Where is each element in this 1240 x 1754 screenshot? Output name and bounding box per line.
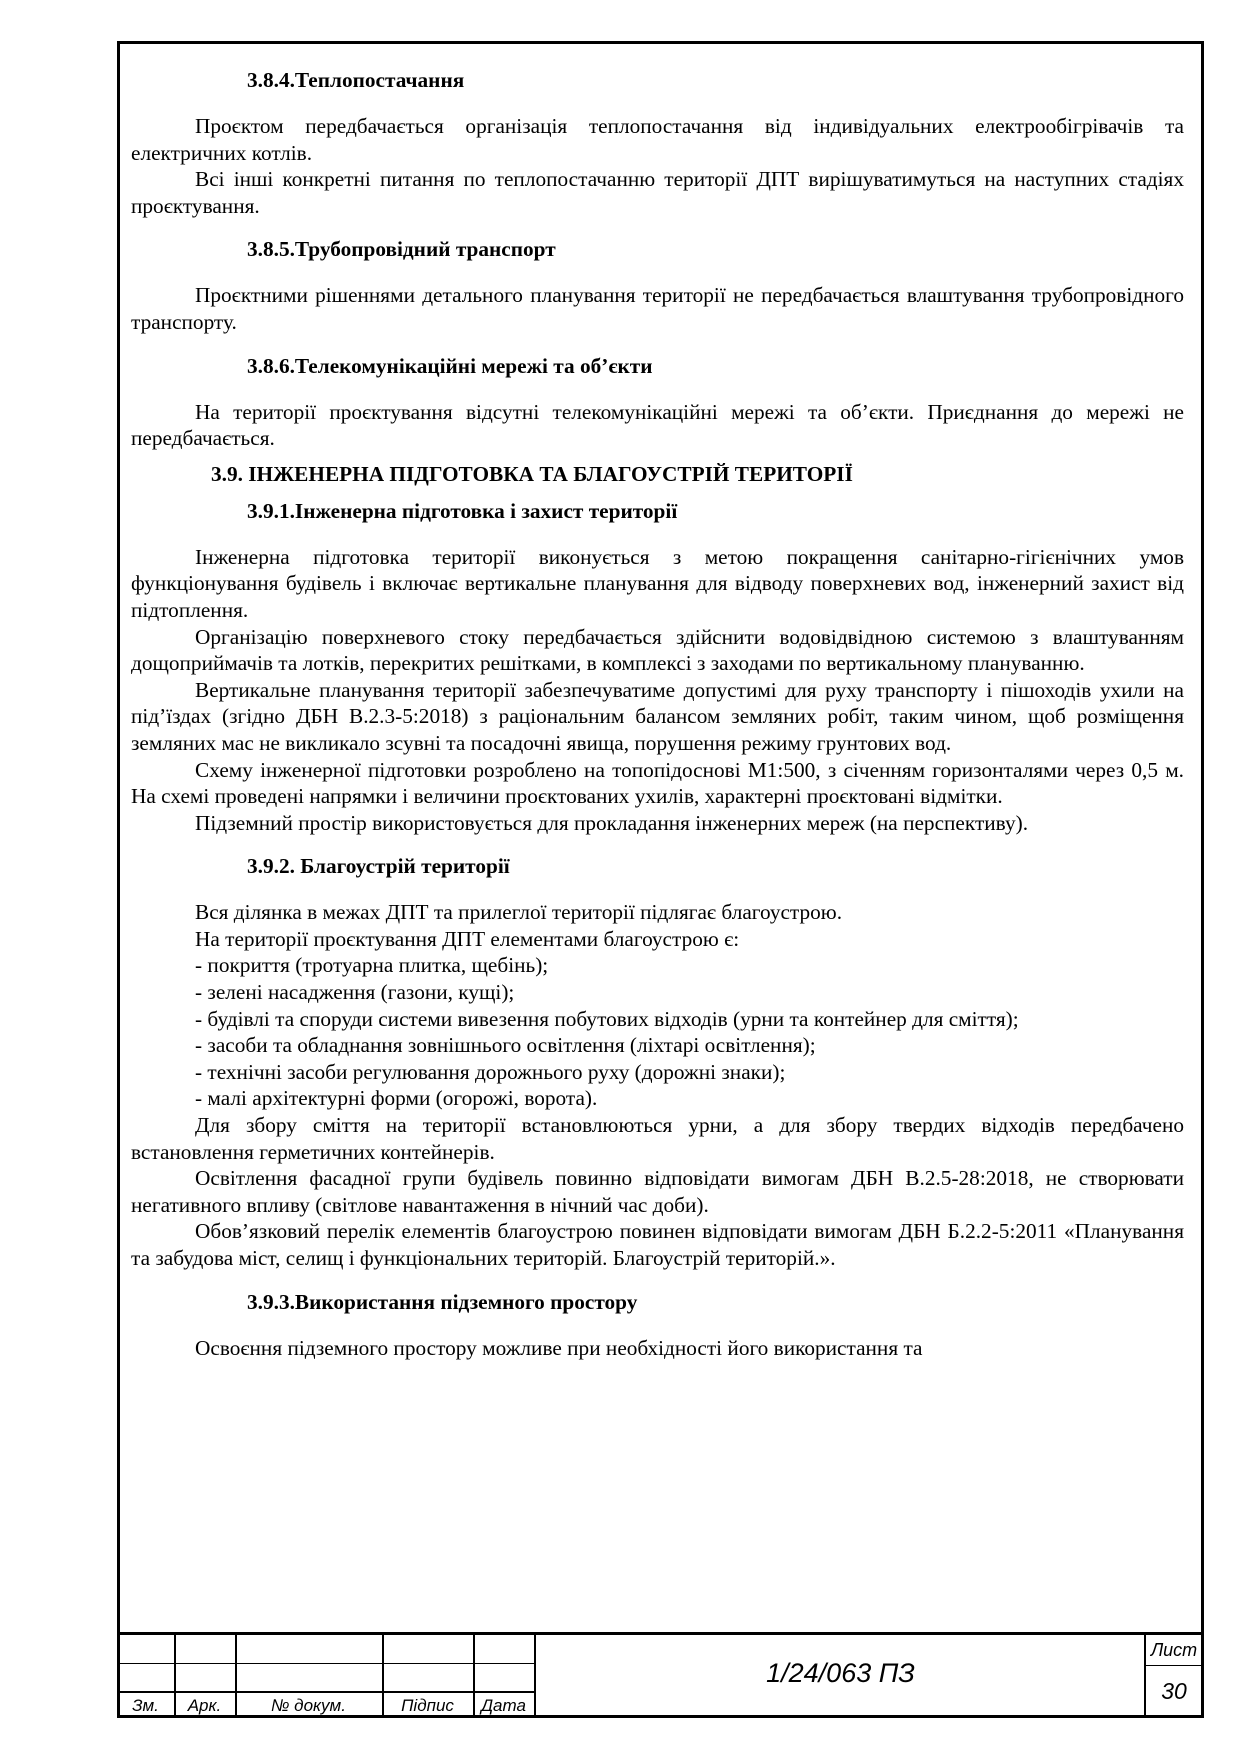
paragraph: Всі інші конкретні питання по теплопостачанню території ДПТ вирішуватимуться на наступних стадіях проєктування.: [131, 167, 1184, 218]
paragraph: Проєктними рішеннями детального планування території не передбачається влаштування трубопровідного транспорту.: [131, 283, 1184, 334]
heading-3-8-4: 3.8.4.Теплопостачання: [247, 68, 465, 92]
list-item: - малі архітектурні форми (огорожі, ворота).: [195, 1086, 598, 1111]
paragraph: Схему інженерної підготовки розроблено на топопідоснові М1:500, з січенням горизонталями через 0,5 м. На схемі проведені напрямки і величини проєктованих ухилів, характерні проєктовані відмітки.: [131, 757, 1184, 809]
sheet-number: 30: [1161, 1678, 1187, 1704]
col-change-label: Зм.: [132, 1696, 159, 1715]
col-sheet-label: Арк.: [187, 1696, 222, 1715]
paragraph: Підземний простір використовується для прокладання інженерних мереж (на перспективу).: [195, 810, 1029, 835]
paragraph: Організацію поверхневого стоку передбачається здійснити водовідвідною системою з влаштуванням дощоприймачів та лотків, перекритих решітками, в комплексі з заходами по вертикальному плануванню.: [131, 624, 1184, 676]
heading-3-9-1: 3.9.1.Інженерна підготовка і захист території: [247, 498, 678, 523]
sheet-label: Лист: [1150, 1640, 1198, 1660]
paragraph: Вертикальне планування території забезпечуватиме допустимі для руху транспорту і пішоходів ухили на під’їздах (згідно ДБН В.2.3-5:2018) з раціональним балансом земляних робіт, таким чином, щоб розміщення земляних мас не викликало зсувні та посадочні явища, порушення режиму грунтових вод.: [131, 677, 1184, 755]
list-item: - технічні засоби регулювання дорожнього руху (дорожні знаки);: [195, 1059, 786, 1084]
list-item: - будівлі та споруди системи вивезення побутових відходів (урни та контейнер для сміття);: [195, 1006, 1019, 1031]
list-item: - зелені насадження (газони, кущі);: [195, 980, 515, 1005]
paragraph: Проєктом передбачається організація теплопостачання від індивідуальних електрообігрівачів та електричних котлів.: [131, 114, 1184, 165]
title-block: [117, 1632, 1204, 1718]
col-sign-label: Підпис: [401, 1696, 454, 1715]
list-item: - покриття (тротуарна плитка, щебінь);: [195, 953, 549, 978]
heading-3-8-5: 3.8.5.Трубопровідний транспорт: [247, 237, 556, 262]
heading-3-9: 3.9. ІНЖЕНЕРНА ПІДГОТОВКА ТА БЛАГОУСТРІЙ ТЕРИТОРІЇ: [211, 461, 853, 486]
paragraph: Обов’язковий перелік елементів благоустрою повинен відповідати вимогам ДБН Б.2.2-5:2011 «Планування та забудова міст, селищ і функціональних територій. Благоустрій територій.».: [131, 1219, 1184, 1270]
paragraph: Для збору сміття на території встановлюються урни, а для збору твердих відходів передбачено встановлення герметичних контейнерів.: [131, 1113, 1184, 1164]
heading-3-9-3: 3.9.3.Використання підземного простору: [247, 1289, 638, 1314]
paragraph: На території проєктування відсутні телекомунікаційні мережі та об’єкти. Приєднання до мережі не передбачається.: [131, 399, 1184, 451]
document-number: 1/24/063 ПЗ: [766, 1658, 915, 1688]
heading-3-9-2: 3.9.2. Благоустрій території: [247, 854, 510, 879]
paragraph: Освоєння підземного простору можливе при необхідності його використання та: [195, 1335, 923, 1360]
heading-3-8-6: 3.8.6.Телекомунікаційні мережі та об’єкти: [247, 353, 653, 378]
paragraph: Освітлення фасадної групи будівель повинно відповідати вимогам ДБН В.2.5-28:2018, не створювати негативного впливу (світлове навантаження в нічний час доби).: [131, 1166, 1184, 1217]
list-item: - засоби та обладнання зовнішнього освітлення (ліхтарі освітлення);: [195, 1033, 816, 1058]
col-doc-label: № докум.: [271, 1696, 346, 1715]
col-date-label: Дата: [481, 1696, 526, 1715]
paragraph: На території проєктування ДПТ елементами благоустрою є:: [195, 926, 740, 951]
document-body: [131, 66, 1184, 1361]
paragraph: Інженерна підготовка території виконується з метою покращення санітарно-гігієнічних умов функціонування будівель і включає вертикальне планування для відводу поверхневих вод, інженерний захист від підтоплення.: [131, 544, 1184, 622]
paragraph: Вся ділянка в межах ДПТ та прилеглої території підлягає благоустрою.: [195, 900, 843, 925]
